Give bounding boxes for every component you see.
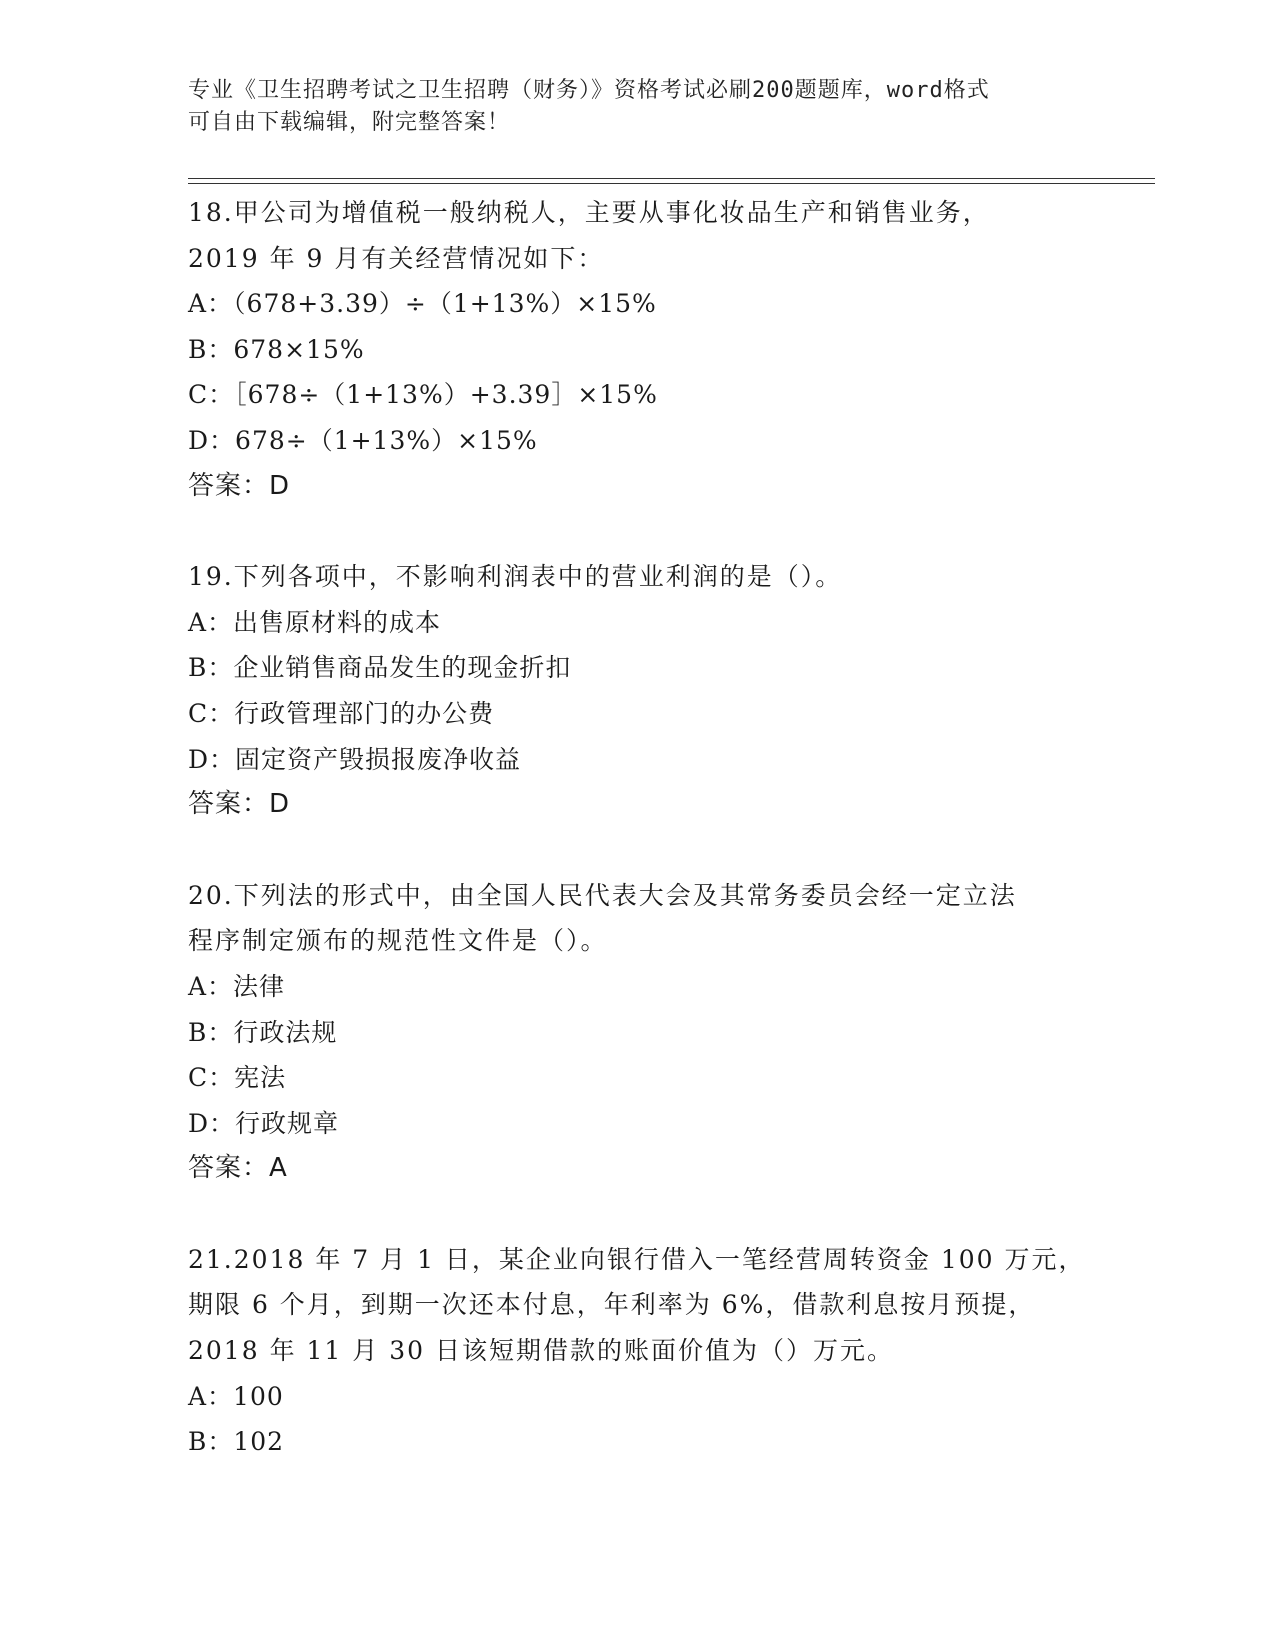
option-a: A：100 <box>188 1381 284 1411</box>
question-stem-line: 21.2018 年 7 月 1 日，某企业向银行借入一笔经营周转资金 100 万元， <box>188 1244 1086 1274</box>
question-spacer <box>188 509 1088 554</box>
option-a: A：（678+3.39）÷（1+13%）×15% <box>188 289 657 319</box>
question-20 <box>188 873 1088 1192</box>
question-stem-line: 19.下列各项中，不影响利润表中的营业利润的是（）。 <box>188 562 843 592</box>
question-stem-line: 程序制定颁布的规范性文件是（）。 <box>188 926 608 956</box>
question-21 <box>188 1237 1088 1465</box>
question-stem-line: 2019 年 9 月有关经营情况如下： <box>188 243 605 273</box>
question-stem-line: 18.甲公司为增值税一般纳税人，主要从事化妆品生产和销售业务， <box>188 198 990 227</box>
option-d: D：678÷（1+13%）×15% <box>188 425 538 455</box>
option-c: C：［678÷（1+13%）+3.39］×15% <box>188 380 658 410</box>
option-a: A：出售原材料的成本 <box>188 607 442 637</box>
header-divider-top <box>188 178 1155 179</box>
header-line-1: 专业《卫生招聘考试之卫生招聘（财务）》资格考试必刷200题题库，word格式 <box>188 78 990 103</box>
question-spacer <box>188 1192 1088 1237</box>
header-line-2: 可自由下载编辑，附完整答案！ <box>188 110 511 135</box>
answer: 答案：D <box>188 789 291 820</box>
question-spacer <box>188 828 1088 873</box>
option-b: B：行政法规 <box>188 1017 338 1047</box>
question-19 <box>188 554 1088 828</box>
question-stem-line: 期限 6 个月，到期一次还本付息，年利率为 6%，借款利息按月预提， <box>188 1290 1036 1320</box>
answer: 答案：D <box>188 470 291 501</box>
question-18 <box>188 190 1088 509</box>
option-d: D：固定资产毁损报废净收益 <box>188 744 522 774</box>
question-stem-line: 20.下列法的形式中，由全国人民代表大会及其常务委员会经一定立法 <box>188 880 1017 910</box>
option-c: C：行政管理部门的办公费 <box>188 698 495 728</box>
answer: 答案：A <box>188 1153 288 1184</box>
option-b: B：企业销售商品发生的现金折扣 <box>188 653 572 683</box>
option-b: B：102 <box>188 1427 285 1457</box>
question-stem-line: 2018 年 11 月 30 日该短期借款的账面价值为（）万元。 <box>188 1336 894 1366</box>
page-header <box>188 75 1088 139</box>
option-a: A：法律 <box>188 971 286 1001</box>
option-c: C：宪法 <box>188 1063 287 1093</box>
option-d: D：行政规章 <box>188 1108 340 1138</box>
question-list <box>188 190 1088 1465</box>
header-divider-bottom <box>188 183 1155 184</box>
option-b: B：678×15% <box>188 334 365 364</box>
